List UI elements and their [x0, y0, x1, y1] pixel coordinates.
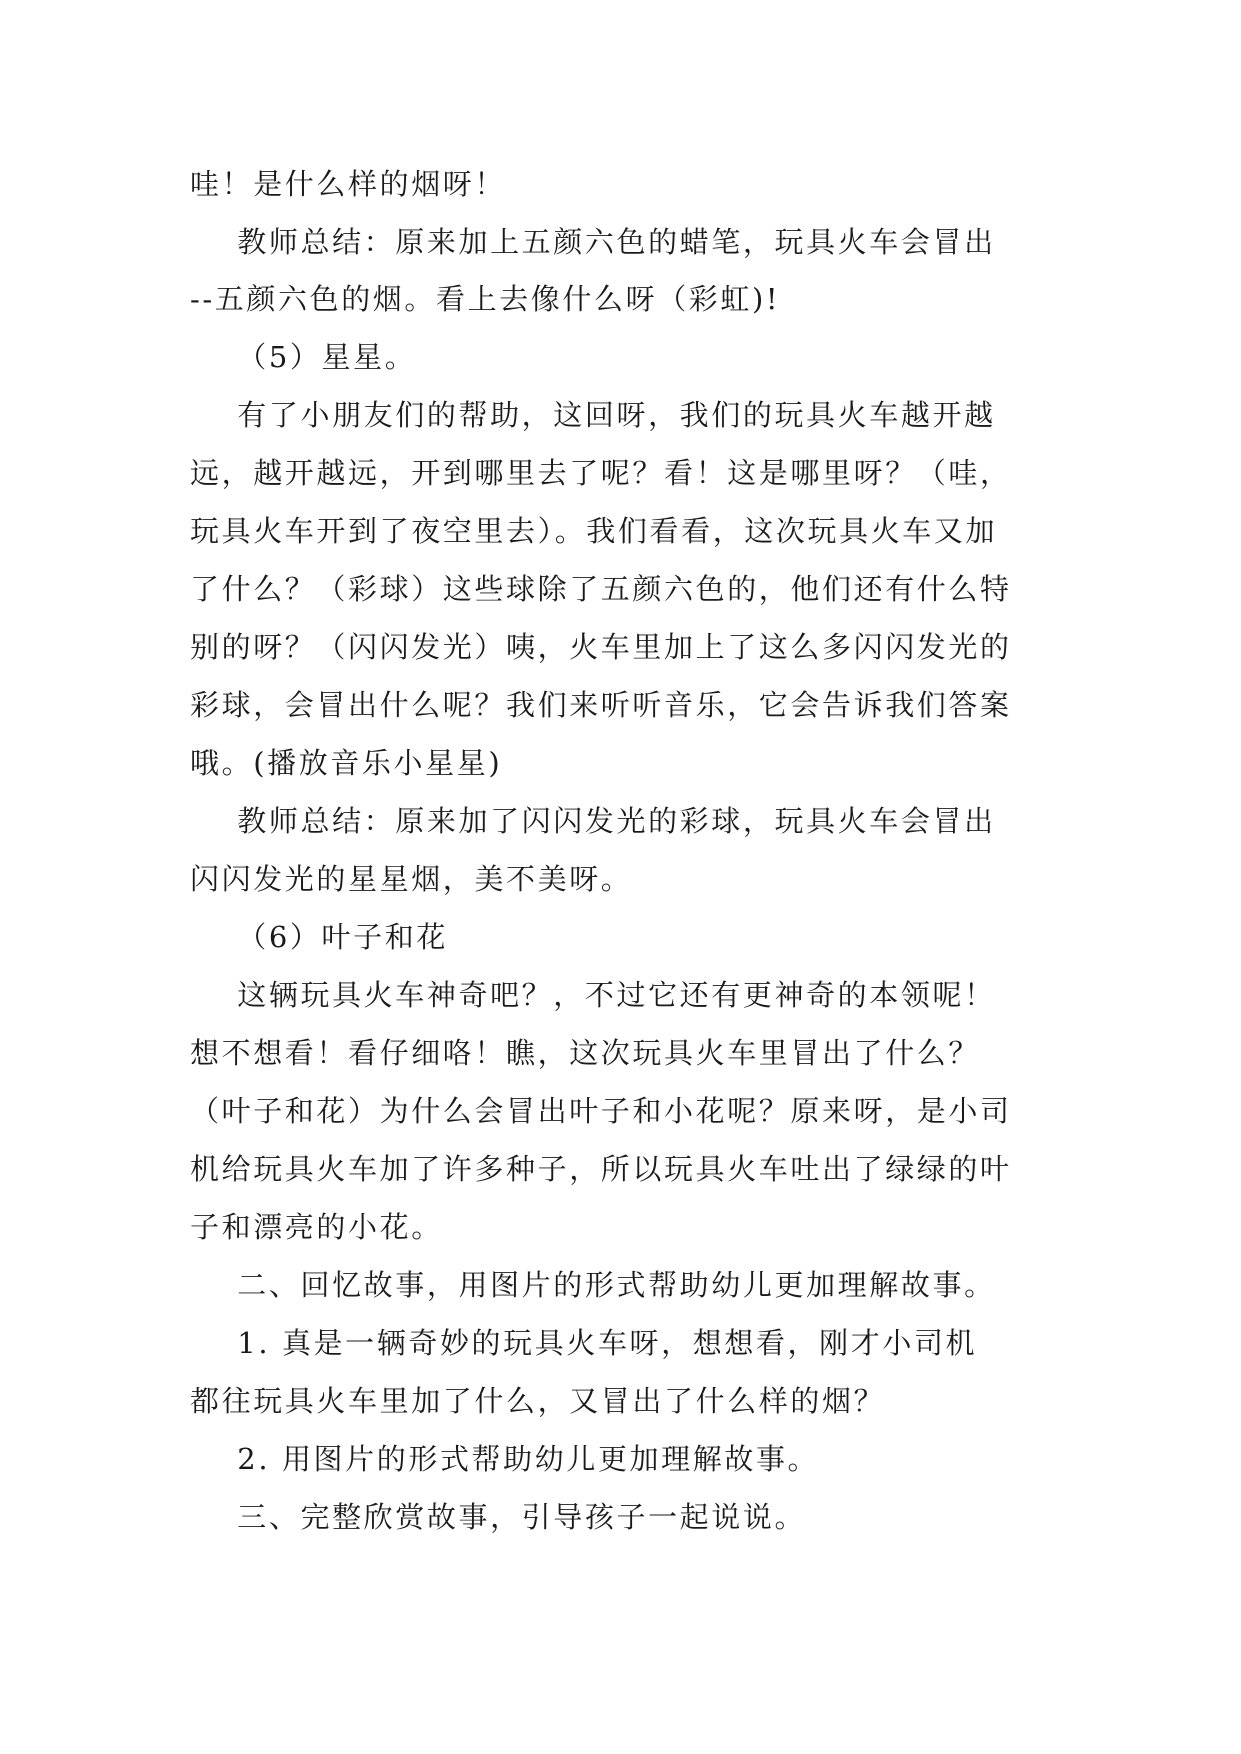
- text-line: （5）星星。: [190, 340, 417, 374]
- text-line: （6）叶子和花: [190, 920, 448, 954]
- text-line: （叶子和花）为什么会冒出叶子和小花呢？原来呀，是小司: [190, 1094, 1012, 1128]
- text-line: 二、回忆故事，用图片的形式帮助幼儿更加理解故事。: [190, 1268, 996, 1302]
- text-line: 1. 真是一辆奇妙的玩具火车呀，想想看，刚才小司机: [190, 1326, 978, 1360]
- text-line: 教师总结：原来加了闪闪发光的彩球，玩具火车会冒出: [190, 804, 996, 838]
- text-line: 这辆玩具火车神奇吧？，不过它还有更神奇的本领呢！: [190, 978, 996, 1012]
- text-line: 有了小朋友们的帮助，这回呀，我们的玩具火车越开越: [190, 398, 996, 432]
- text-line: 想不想看！看仔细咯！瞧，这次玩具火车里冒出了什么？: [190, 1036, 981, 1070]
- text-line: 了什么？（彩球）这些球除了五颜六色的，他们还有什么特: [190, 572, 1012, 606]
- text-line: 教师总结：原来加上五颜六色的蜡笔，玩具火车会冒出: [190, 225, 996, 259]
- text-line: 哦。(播放音乐小星星): [190, 746, 503, 780]
- text-line: 都往玩具火车里加了什么，又冒出了什么样的烟？: [190, 1384, 886, 1418]
- text-line: 机给玩具火车加了许多种子，所以玩具火车吐出了绿绿的叶: [190, 1152, 1012, 1186]
- text-line: 子和漂亮的小花。: [190, 1210, 443, 1244]
- text-line: 玩具火车开到了夜空里去）。我们看看，这次玩具火车又加: [190, 514, 998, 548]
- text-line: 远，越开越远，开到哪里去了呢？看！这是哪里呀？（哇，: [190, 456, 1012, 490]
- text-line: 哇！是什么样的烟呀！: [190, 167, 507, 201]
- text-line: 闪闪发光的星星烟，美不美呀。: [190, 862, 633, 896]
- text-line: --五颜六色的烟。看上去像什么呀（彩虹)!: [190, 282, 781, 316]
- text-line: 彩球，会冒出什么呢？我们来听听音乐，它会告诉我们答案: [190, 688, 1012, 722]
- text-line: 三、完整欣赏故事，引导孩子一起说说。: [190, 1500, 807, 1534]
- text-line: 别的呀？（闪闪发光）咦，火车里加上了这么多闪闪发光的: [190, 630, 1012, 664]
- text-line: 2. 用图片的形式帮助幼儿更加理解故事。: [190, 1442, 820, 1476]
